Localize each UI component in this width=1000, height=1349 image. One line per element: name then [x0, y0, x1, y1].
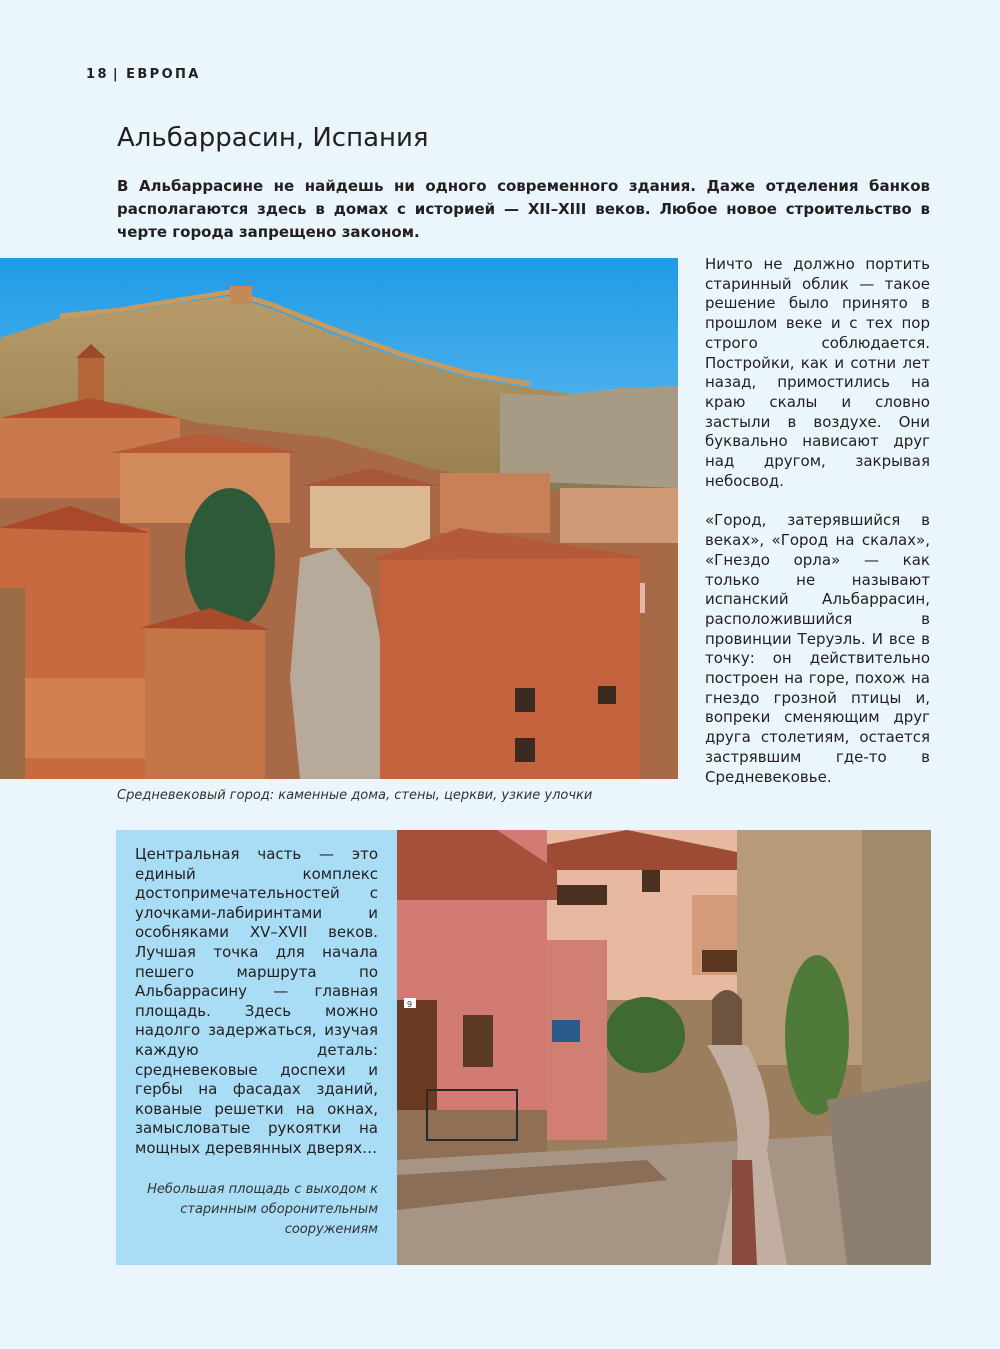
paragraph-2: «Город, затерявшийся в веках», «Город на скалах», «Гнездо орла» — как только не называют испанский Альбаррасин, расположившийся в провинции Теруэль. И все в точку: он действительно построен на горе, похож на гнездо грозной птицы и, вопреки сменяющим друг друга столетиям, остается застрявшим где-то в Средневековье. — [705, 511, 930, 786]
header-separator: | — [112, 67, 121, 82]
house-number: 9 — [407, 1000, 413, 1009]
article-title: Альбаррасин, Испания — [117, 123, 429, 153]
right-text-column — [705, 255, 930, 807]
page-header — [86, 67, 201, 82]
sidebar-text: Центральная часть — это единый комплекс достопримечательностей с улочками-лабиринтами и особняками XV–XVII веков. Лучшая точка для начала пешего маршрута по Альбаррасину — главная площадь. Здесь можно надолго задержаться, изучая каждую деталь: средневековые доспехи и гербы на фасадах зданий, кованые решетки на окнах, замысловатые рукоятки на мощных деревянных дверях… — [135, 845, 378, 1157]
lead-paragraph: В Альбаррасине не найдешь ни одного современного здания. Даже отделения банков располагаются здесь в домах с историей — XII–XIII веков. Любое новое строительство в черте города запрещено законом. — [117, 177, 930, 241]
castle-tower — [230, 286, 252, 304]
page-number: 18 — [86, 67, 109, 82]
paragraph-1: Ничто не должно портить старинный облик — такое решение было принято в прошлом веке и с тех пор строго соблюдается. Постройки, как и сотни лет назад, примостились на краю скалы и словно застыли в воздухе. Они буквально нависают друг над другом, закрывая небосвод. — [705, 255, 930, 490]
sidebar-caption: Небольшая площадь с выходом к старинным оборонительным сооружениям — [147, 1182, 378, 1237]
photo-caption-top: Средневековый город: каменные дома, стены, церкви, узкие улочки — [117, 788, 593, 803]
section-name: ЕВРОПА — [126, 67, 201, 82]
square-street-photo — [397, 830, 931, 1265]
sidebar-box — [116, 830, 397, 1265]
town-panorama-photo — [0, 258, 678, 779]
